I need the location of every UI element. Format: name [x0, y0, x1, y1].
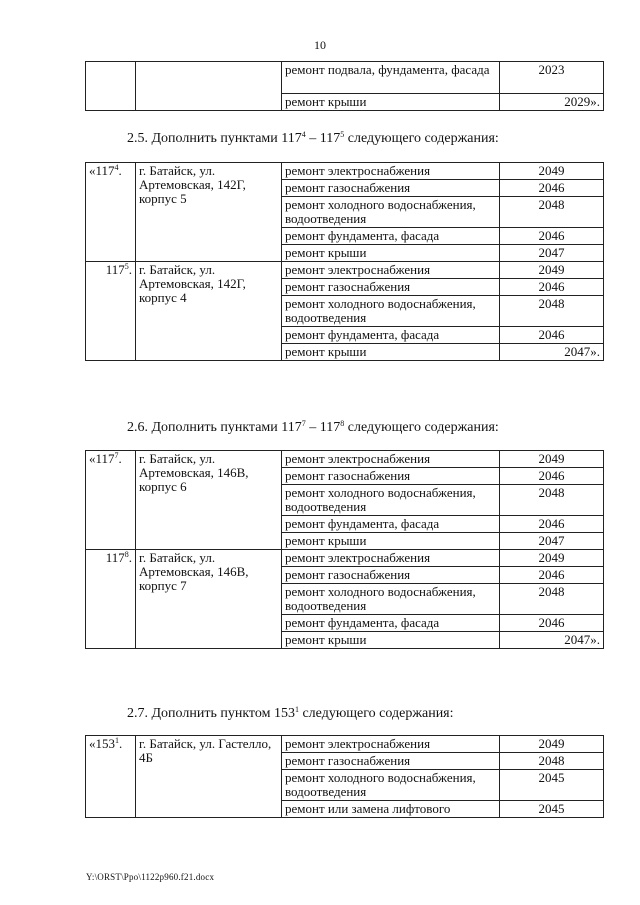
work-cell: ремонт крыши — [282, 245, 500, 262]
year-cell: 2045 — [500, 770, 604, 801]
paragraph-2-5: 2.5. Дополнить пунктами $117^4 - 117^5$ следующего содержания: — [127, 130, 499, 146]
paragraph-2-7: 2.7. Дополнить пунктом $153^1$ следующего содержания: — [127, 705, 454, 721]
work-cell: ремонт холодного водоснабжения, водоотведения — [282, 485, 500, 516]
work-cell: ремонт или замена лифтового — [282, 801, 500, 818]
work-cell: ремонт газоснабжения — [282, 468, 500, 485]
item-number: $117^8$. — [86, 550, 136, 649]
year-cell: 2046 — [500, 228, 604, 245]
year-cell: 2046 — [500, 615, 604, 632]
work-cell: ремонт крыши — [282, 94, 500, 111]
file-path-footer: Y:\ORST\Ppo\1122p960.f21.docx — [86, 872, 215, 882]
work-cell: ремонт подвала, фундамента, фасада — [282, 62, 500, 94]
address-cell: г. Батайск, ул. Гастелло, 4Б — [136, 736, 282, 818]
work-cell: ремонт фундамента, фасада — [282, 615, 500, 632]
year-cell: 2048 — [500, 485, 604, 516]
year-cell: 2046 — [500, 327, 604, 344]
work-cell: ремонт холодного водоснабжения, водоотведения — [282, 197, 500, 228]
table-2-6 — [85, 450, 604, 649]
year-cell: 2047». — [500, 344, 604, 361]
table-2-7 — [85, 735, 604, 818]
address-cell: г. Батайск, ул. Артемовская, 142Г, корпус 5 — [136, 163, 282, 262]
work-cell: ремонт газоснабжения — [282, 753, 500, 770]
year-cell: 2047». — [500, 632, 604, 649]
work-cell: ремонт фундамента, фасада — [282, 228, 500, 245]
year-cell: 2048 — [500, 584, 604, 615]
paragraph-2-6: 2.6. Дополнить пунктами $117^7 - 117^8$ следующего содержания: — [127, 419, 499, 435]
item-number: «$117^4$. — [86, 163, 136, 262]
continuation-table — [85, 61, 604, 111]
work-cell: ремонт электроснабжения — [282, 163, 500, 180]
address-cell: г. Батайск, ул. Артемовская, 146В, корпус 6 — [136, 451, 282, 550]
table-cell — [86, 62, 136, 111]
year-cell: 2048 — [500, 197, 604, 228]
table-2-5 — [85, 162, 604, 361]
work-cell: ремонт электроснабжения — [282, 262, 500, 279]
item-number: «$153^1$. — [86, 736, 136, 818]
table-cell — [136, 62, 282, 111]
year-cell: 2046 — [500, 279, 604, 296]
item-number: $117^5$. — [86, 262, 136, 361]
year-cell: 2046 — [500, 567, 604, 584]
work-cell: ремонт газоснабжения — [282, 279, 500, 296]
year-cell: 2049 — [500, 163, 604, 180]
work-cell: ремонт холодного водоснабжения, водоотведения — [282, 296, 500, 327]
year-cell: 2046 — [500, 180, 604, 197]
work-cell: ремонт газоснабжения — [282, 567, 500, 584]
work-cell: ремонт крыши — [282, 533, 500, 550]
work-cell: ремонт холодного водоснабжения, водоотведения — [282, 584, 500, 615]
page-number: 10 — [314, 38, 326, 52]
work-cell: ремонт крыши — [282, 632, 500, 649]
year-cell: 2029». — [500, 94, 604, 111]
year-cell: 2045 — [500, 801, 604, 818]
item-number: «$117^7$. — [86, 451, 136, 550]
address-cell: г. Батайск, ул. Артемовская, 146В, корпус 7 — [136, 550, 282, 649]
year-cell: 2046 — [500, 468, 604, 485]
year-cell: 2047 — [500, 533, 604, 550]
work-cell: ремонт газоснабжения — [282, 180, 500, 197]
work-cell: ремонт крыши — [282, 344, 500, 361]
year-cell: 2048 — [500, 296, 604, 327]
year-cell: 2046 — [500, 516, 604, 533]
year-cell: 2049 — [500, 736, 604, 753]
year-cell: 2049 — [500, 262, 604, 279]
work-cell: ремонт холодного водоснабжения, водоотведения — [282, 770, 500, 801]
year-cell: 2023 — [500, 62, 604, 94]
year-cell: 2049 — [500, 451, 604, 468]
work-cell: ремонт электроснабжения — [282, 736, 500, 753]
work-cell: ремонт электроснабжения — [282, 451, 500, 468]
address-cell: г. Батайск, ул. Артемовская, 142Г, корпус 4 — [136, 262, 282, 361]
year-cell: 2049 — [500, 550, 604, 567]
year-cell: 2047 — [500, 245, 604, 262]
work-cell: ремонт электроснабжения — [282, 550, 500, 567]
year-cell: 2048 — [500, 753, 604, 770]
work-cell: ремонт фундамента, фасада — [282, 327, 500, 344]
work-cell: ремонт фундамента, фасада — [282, 516, 500, 533]
